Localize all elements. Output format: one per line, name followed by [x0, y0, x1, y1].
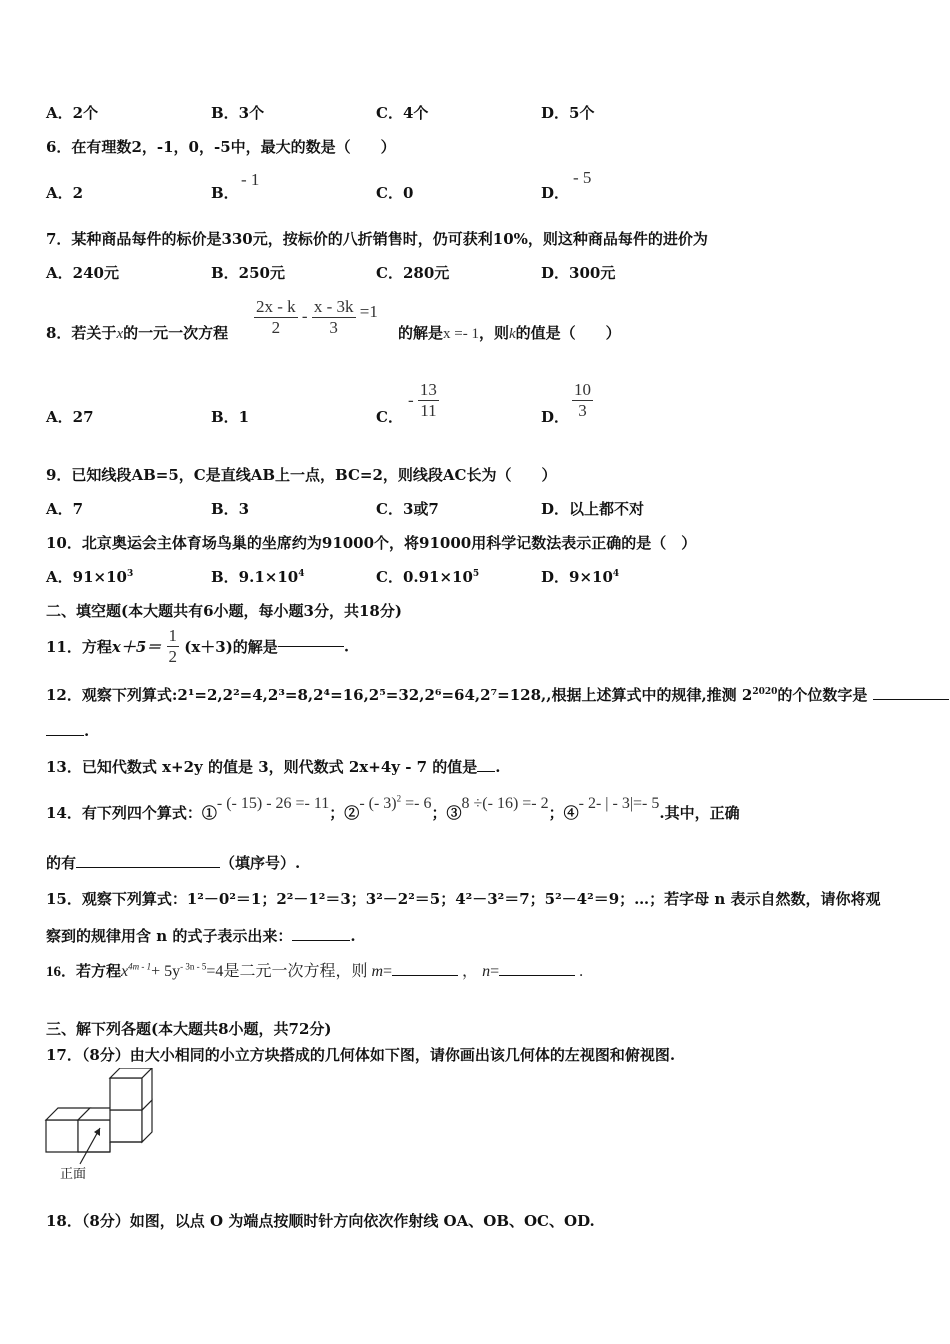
- q14-sep-3: ；④: [548, 804, 579, 822]
- q11-num: 1: [168, 626, 177, 645]
- q13-text: 13．已知代数式 x+2y 的值是 3，则代数式 2x+4y - 7 的值是: [46, 758, 478, 776]
- q16-n-answer-blank[interactable]: [499, 975, 575, 976]
- q9-option-a: A．7: [46, 500, 84, 518]
- q15-answer-blank[interactable]: [292, 940, 350, 941]
- q15-line1: 15．观察下列算式：1²－0²＝1；2²－1²＝3；3²－2²＝5；4²－3²＝7；5²－4²＝9；…；若字母 n 表示自然数，请你将观: [46, 890, 881, 908]
- q14-answer-blank[interactable]: [76, 867, 220, 868]
- q8-fraction-2: [312, 297, 356, 338]
- q8-option-d: D．: [541, 408, 570, 426]
- q14-line2-prefix: 的有: [46, 854, 77, 872]
- q12-tail: 的个位数字是: [777, 686, 868, 704]
- q14-sep-1: ；②: [329, 804, 360, 822]
- q8-c-fraction: [418, 380, 439, 421]
- q8-f2-den: 3: [329, 318, 338, 337]
- q8-var-k: k: [509, 326, 516, 342]
- q11-stem: [46, 626, 349, 667]
- q14-expr-2a: - (- 3): [359, 795, 397, 812]
- q8-option-d-value: [572, 380, 593, 421]
- q8-end: 的值是（ ）: [515, 324, 621, 342]
- q8-c-den: 11: [420, 401, 437, 420]
- q14-expr-1: - (- 15) - 26 =- 11: [216, 795, 330, 812]
- q17-stem: 17．（8分）由大小相同的小立方块搭成的几何体如下图，请你画出该几何体的左视图和俯视图.: [46, 1046, 676, 1064]
- cube-front-4: [110, 1078, 142, 1110]
- q10-d-base: D．9×10: [541, 568, 613, 586]
- q10-stem: 10．北京奥运会主体育场鸟巢的坐席约为91000个，将91000用科学记数法表示正确的是（ ）: [46, 534, 697, 552]
- q10-option-a: [46, 566, 133, 587]
- q8-eq: =1: [359, 301, 378, 321]
- q12-answer-blank-2[interactable]: [46, 735, 84, 736]
- q10-option-d: [541, 566, 619, 587]
- q14-prefix: 14．有下列四个算式：①: [46, 804, 217, 822]
- q16-tail: 是二元一次方程，则: [223, 963, 368, 980]
- q8-f1-num: 2x - k: [256, 297, 296, 316]
- q16-var-n: n: [482, 963, 491, 980]
- q12-exponent: 2020: [752, 687, 778, 697]
- cube-front-2: [78, 1120, 110, 1152]
- q8-d-num: 10: [574, 380, 591, 399]
- q8-mid: 的一元一次方程: [123, 324, 229, 342]
- q5-option-a: A．2个: [46, 104, 99, 122]
- q7-option-a: A．240元: [46, 264, 119, 282]
- q11-prefix: 11．方程: [46, 638, 112, 656]
- q8-fraction-1: [254, 297, 298, 338]
- q15-line2: [46, 925, 356, 946]
- q8-f2-num: x - 3k: [313, 297, 354, 316]
- cube-figure: [40, 1068, 160, 1183]
- q13-stem: [46, 756, 501, 777]
- q8-d-fraction: [572, 380, 593, 421]
- section-3-heading: 三、解下列各题(本大题共8小题，共72分): [46, 1020, 332, 1038]
- q12-stem: [46, 684, 949, 705]
- q14-sep-2: ；③: [431, 804, 462, 822]
- q18-stem: 18．（8分）如图，以点 O 为端点按顺时针方向依次作射线 OA、OB、OC、OD.: [46, 1212, 595, 1230]
- front-label: 正面: [60, 1167, 87, 1182]
- q12-end: .: [84, 722, 90, 740]
- q10-option-b: [211, 566, 304, 587]
- q13-end: .: [495, 758, 501, 776]
- q8-option-a: A．27: [46, 408, 94, 426]
- q10-c-exp: 5: [472, 569, 480, 579]
- q10-option-c: [376, 566, 479, 587]
- section-2-heading: 二、填空题(本大题共有6小题，每小题3分，共18分): [46, 602, 402, 620]
- q8-c-sign: -: [408, 390, 414, 410]
- q8-sol-eq: x =- 1: [443, 326, 479, 342]
- q16-eq: =4: [206, 963, 224, 980]
- q7-option-b: B．250元: [211, 264, 285, 282]
- q16-y-exponent: - 3n - 5: [180, 961, 207, 972]
- q6-option-b-value: - 1: [241, 170, 260, 189]
- q13-answer-blank[interactable]: [477, 771, 495, 772]
- q6-option-a: A．2: [46, 184, 84, 202]
- q10-d-exp: 4: [612, 569, 620, 579]
- q8-stem: [46, 322, 228, 343]
- q8-option-b: B．1: [211, 408, 250, 426]
- q6-option-b: B．: [211, 184, 239, 202]
- q9-option-c: C．3或7: [376, 500, 439, 518]
- q8-prefix: 8．若关于: [46, 324, 117, 342]
- q8-tail-text: ，则: [478, 324, 509, 342]
- q8-option-c-value: [408, 380, 439, 421]
- q6-option-d-value: - 5: [573, 168, 592, 187]
- q11-den: 2: [168, 647, 177, 666]
- q8-tail: [398, 322, 621, 343]
- q5-option-d: D．5个: [541, 104, 595, 122]
- q12-text: 12．观察下列算式:2¹=2,2²=4,2³=8,2⁴=16,2⁵=32,2⁶=64,2⁷=128,,根据上述算式中的规律,推测 2: [46, 686, 753, 704]
- q5-option-b: B．3个: [211, 104, 265, 122]
- q6-stem: 6．在有理数2，-1，0，-5中，最大的数是（ ）: [46, 138, 396, 156]
- q11-end: .: [343, 637, 350, 656]
- q8-f1-den: 2: [271, 318, 281, 337]
- q6-option-d: D．: [541, 184, 570, 202]
- q8-equation: [254, 297, 378, 338]
- q14-expr-4: - 2- | - 3|=- 5: [578, 795, 660, 812]
- q8-minus: -: [301, 306, 308, 326]
- q14-expr-3: 8 ÷(- 16) =- 2: [461, 795, 549, 812]
- q16-sep: ，: [462, 963, 479, 980]
- q10-b-exp: 4: [298, 569, 305, 579]
- q11-eq2: (x＋3)的解是: [184, 638, 278, 656]
- q10-a-base: A．91×10: [46, 568, 127, 586]
- cube-front-1: [46, 1120, 78, 1152]
- q14-line2: [46, 852, 300, 873]
- q7-option-c: C．280元: [376, 264, 450, 282]
- q16-mid: + 5y: [151, 963, 181, 980]
- q8-option-c: C．: [376, 408, 403, 426]
- q14-line2-suffix: （填序号）.: [220, 854, 301, 872]
- q9-option-b: B．3: [211, 500, 250, 518]
- q16-x-exponent: 4m - 1: [128, 961, 152, 972]
- q12-answer-blank-1[interactable]: [873, 699, 949, 700]
- q7-stem: 7．某种商品每件的标价是330元，按标价的八折销售时，仍可获利10%，则这种商品每件的进价为: [46, 230, 708, 248]
- q16-stem: [46, 958, 583, 981]
- q16-end: .: [579, 963, 584, 980]
- q16-m-eq: =: [383, 963, 393, 980]
- q16-n-eq: =: [490, 963, 500, 980]
- q7-option-d: D．300元: [541, 264, 616, 282]
- q8-c-num: 13: [419, 380, 437, 399]
- q16-var-x: x: [121, 963, 129, 980]
- q15-line2-text: 察到的规律用含 n 的式子表示出来：: [46, 927, 293, 945]
- q16-var-m: m: [371, 963, 384, 980]
- q10-b-base: B．9.1×10: [211, 568, 299, 586]
- q8-sol-text: 的解是: [398, 324, 444, 342]
- q16-prefix: 16．若方程: [46, 964, 122, 980]
- q5-option-c: C．4个: [376, 104, 429, 122]
- q14-expr-2-exp: 2: [396, 793, 402, 804]
- q8-d-den: 3: [578, 401, 587, 420]
- q14-expr-2b: =- 6: [401, 795, 432, 812]
- q11-fraction: [167, 626, 180, 667]
- q8-var-x: x: [116, 326, 124, 342]
- q11-eq1: x＋5＝: [111, 638, 162, 656]
- q10-c-base: C．0.91×10: [376, 568, 473, 586]
- q11-answer-blank[interactable]: [278, 646, 344, 647]
- q12-line2: [46, 722, 89, 740]
- q9-stem: 9．已知线段AB=5，C是直线AB上一点，BC=2，则线段AC长为（ ）: [46, 466, 557, 484]
- q15-end: .: [350, 927, 356, 945]
- q10-a-exp: 3: [126, 569, 134, 579]
- q9-option-d: D．以上都不对: [541, 500, 645, 518]
- q6-option-c: C．0: [376, 184, 414, 202]
- q14-stem: [46, 793, 740, 823]
- q16-m-answer-blank[interactable]: [392, 975, 458, 976]
- cube-front-3: [110, 1110, 142, 1142]
- q14-tail: .其中，正确: [659, 804, 740, 822]
